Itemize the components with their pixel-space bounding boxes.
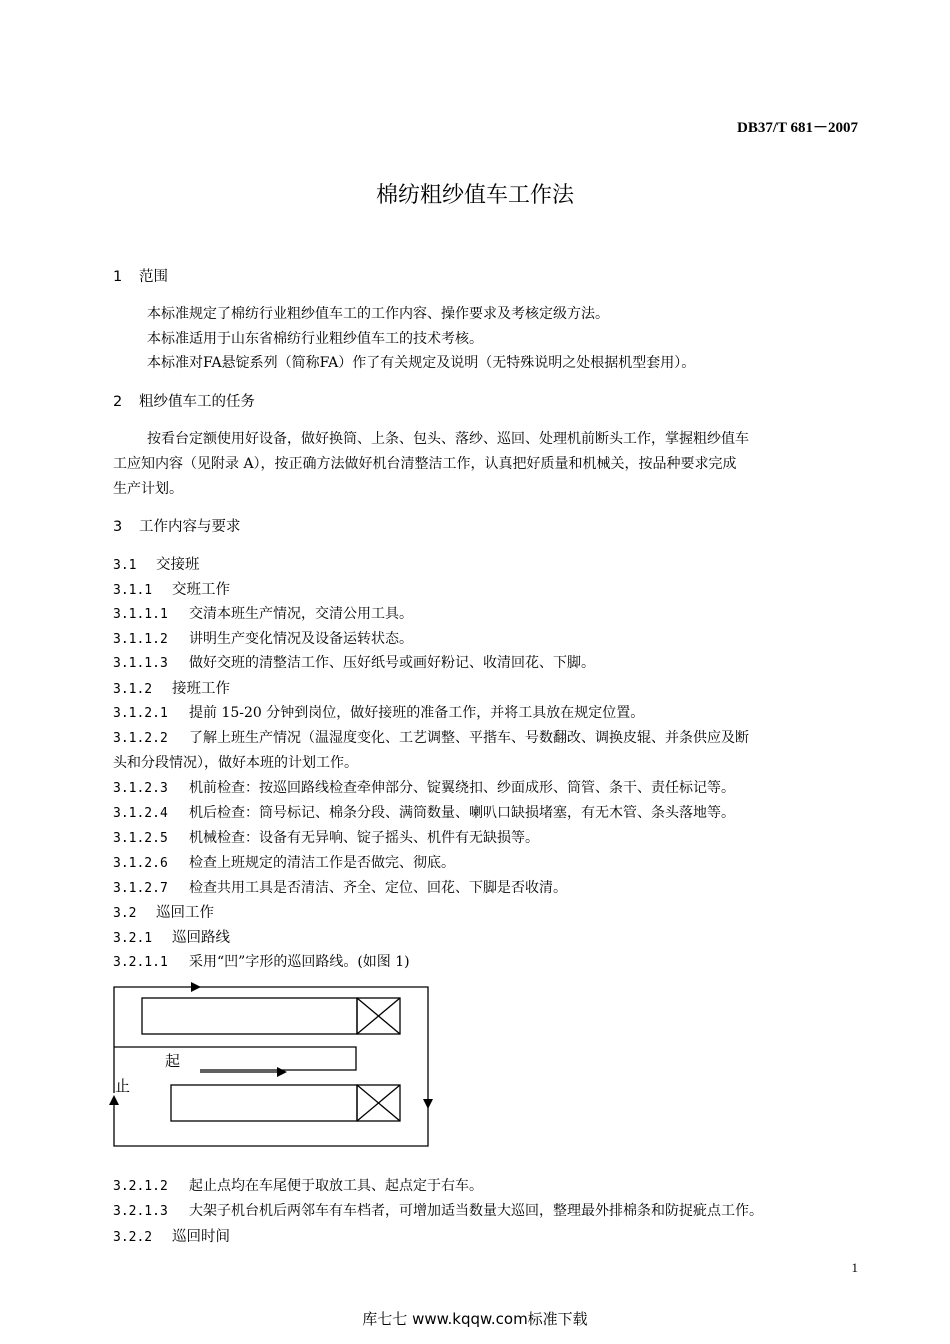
arrow-right-icon bbox=[191, 982, 201, 992]
item-3-1-2-6: 3.1.2.6 检查上班规定的清洁工作是否做完、彻底。 bbox=[113, 855, 455, 871]
item-3-2-1-2: 3.2.1.2 起止点均在车尾便于取放工具、起点定于右车。 bbox=[113, 1178, 483, 1194]
section-1-para-2: 本标准适用于山东省棉纺行业粗纱值车工的技术考核。 bbox=[147, 331, 483, 347]
arrow-up-icon bbox=[109, 1095, 119, 1105]
item-3-1-1-3: 3.1.1.3 做好交班的清整洁工作、压好纸号或画好粉记、收清回花、下脚。 bbox=[113, 655, 595, 671]
bottom-machine-frame bbox=[171, 1085, 357, 1121]
section-1-heading: 1 范围 bbox=[113, 269, 168, 285]
route-inner-path bbox=[114, 1047, 356, 1070]
item-3-1-2-4: 3.1.2.4 机后检查：筒号标记、棉条分段、满筒数量、喇叭口缺损堵塞，有无木管、条头落地等。 bbox=[113, 805, 735, 821]
top-machine-frame bbox=[142, 998, 357, 1034]
route-bottom-path bbox=[114, 1103, 428, 1146]
section-2-line-2: 工应知内容（见附录 A），按正确方法做好机台清整洁工作，认真把好质量和机械关，按品种要求完成 bbox=[113, 456, 737, 472]
item-3-1-1-1: 3.1.1.1 交清本班生产情况，交清公用工具。 bbox=[113, 606, 413, 622]
item-3-1-2-2: 3.1.2.2 了解上班生产情况（温湿度变化、工艺调整、平揩车、号数翻改、调换皮辊、并条供应及断 bbox=[113, 730, 749, 746]
section-3-2-2-heading: 3.2.2 巡回时间 bbox=[113, 1229, 230, 1245]
item-3-2-1-1: 3.2.1.1 采用“凹”字形的巡回路线。(如图 1) bbox=[113, 954, 410, 970]
item-3-1-2-1: 3.1.2.1 提前 15-20 分钟到岗位，做好接班的准备工作，并将工具放在规定位置。 bbox=[113, 705, 645, 721]
section-3-1-2-heading: 3.1.2 接班工作 bbox=[113, 681, 230, 697]
start-label: 起 bbox=[165, 1052, 181, 1070]
section-3-1-heading: 3.1 交接班 bbox=[113, 557, 200, 573]
section-3-2-1-heading: 3.2.1 巡回路线 bbox=[113, 930, 230, 946]
section-2-heading: 2 粗纱值车工的任务 bbox=[113, 394, 255, 410]
item-3-1-2-5: 3.1.2.5 机械检查：设备有无异响、锭子摇头、机件有无缺损等。 bbox=[113, 830, 539, 846]
route-outer-path bbox=[114, 987, 428, 1105]
section-2-line-3: 生产计划。 bbox=[113, 481, 183, 497]
document-title: 棉纺粗纱值车工作法 bbox=[375, 183, 574, 208]
document-number: DB37/T 681－2007 bbox=[737, 120, 858, 136]
item-3-1-2-7: 3.1.2.7 检查共用工具是否清洁、齐全、定位、回花、下脚是否收清。 bbox=[113, 880, 567, 896]
arrow-down-icon bbox=[423, 1099, 433, 1109]
start-arrow-icon bbox=[277, 1067, 287, 1077]
item-3-1-2-2-cont: 头和分段情况），做好本班的计划工作。 bbox=[113, 755, 358, 771]
section-3-heading: 3 工作内容与要求 bbox=[113, 519, 241, 535]
item-3-1-2-3: 3.1.2.3 机前检查：按巡回路线检查牵伸部分、锭翼绕扣、纱面成形、筒管、条干、责任标记等。 bbox=[113, 780, 735, 796]
page-number: 1 bbox=[851, 1260, 858, 1275]
item-3-1-1-2: 3.1.1.2 讲明生产变化情况及设备运转状态。 bbox=[113, 631, 413, 647]
section-3-1-1-heading: 3.1.1 交班工作 bbox=[113, 582, 230, 598]
item-3-2-1-3: 3.2.1.3 大架子机台机后两邻车有车档者，可增加适当数量大巡回，整理最外排棉条和防捉疵点工作。 bbox=[113, 1203, 763, 1219]
stop-label: 止 bbox=[115, 1077, 131, 1095]
section-1-para-1: 本标准规定了棉纺行业粗纱值车工的工作内容、操作要求及考核定级方法。 bbox=[147, 306, 609, 322]
section-3-2-heading: 3.2 巡回工作 bbox=[113, 905, 214, 921]
section-2-line-1: 按看台定额使用好设备，做好换筒、上条、包头、落纱、巡回、处理机前断头工作，掌握粗纱值车 bbox=[147, 431, 749, 447]
footer-watermark: 库七七 www.kqqw.com标准下载 bbox=[362, 1310, 588, 1328]
patrol-route-diagram bbox=[105, 975, 445, 1155]
section-1-para-3: 本标准对FA悬锭系列（简称FA）作了有关规定及说明（无特殊说明之处根据机型套用）。 bbox=[147, 355, 696, 371]
